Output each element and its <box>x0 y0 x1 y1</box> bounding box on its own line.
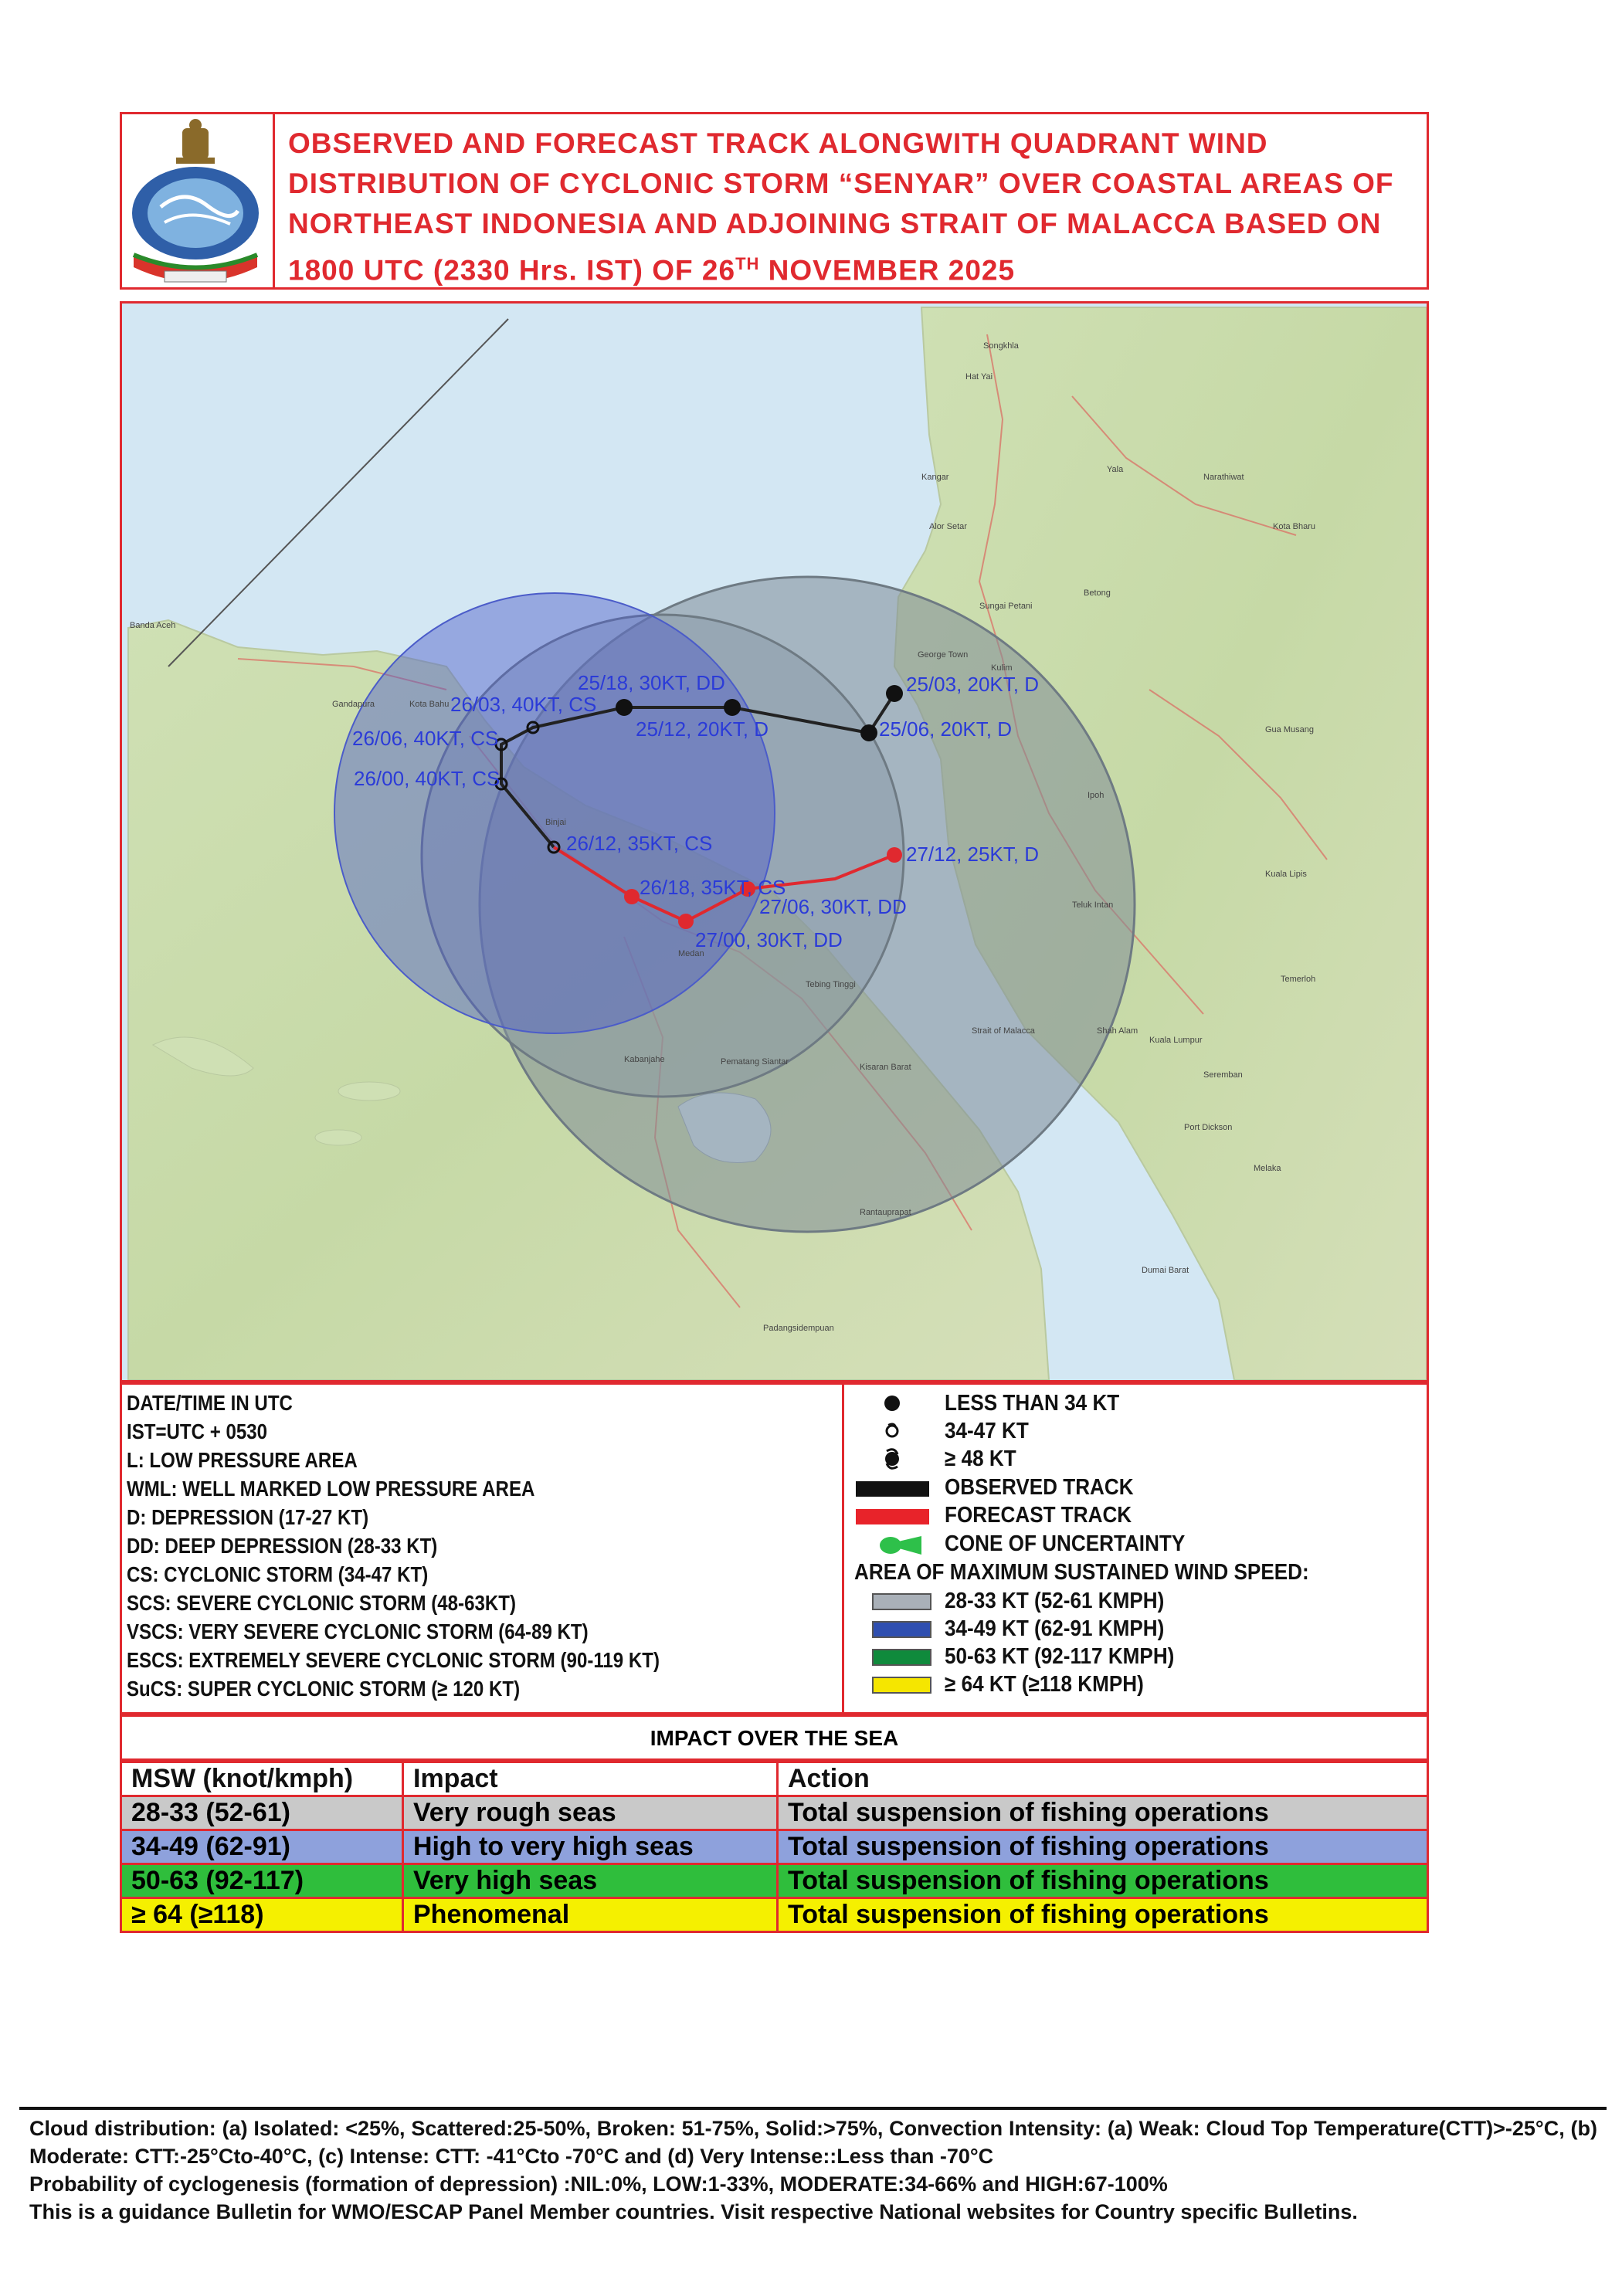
legend-symbol-label: ≥ 48 KT <box>945 1446 1016 1471</box>
place-label: Melaka <box>1254 1164 1281 1173</box>
place-label: Hat Yai <box>965 372 993 382</box>
msw-cell: 50-63 (92-117) <box>121 1864 403 1898</box>
forecast-track-swatch <box>856 1509 929 1524</box>
track-point-marker <box>886 685 903 702</box>
place-label: Yala <box>1107 465 1124 474</box>
impact-table <box>120 1761 1429 1933</box>
legend-line: WML: WELL MARKED LOW PRESSURE AREA <box>127 1477 535 1501</box>
legend-symbol-label: 34-47 KT <box>945 1419 1029 1443</box>
place-label: Songkhla <box>983 341 1019 351</box>
footer-line: Cloud distribution: (a) Isolated: <25%, Scattered:25-50%, Broken: 51-75%, Solid:>75%, Convection Intensity: (a) Weak: Cloud Top Temperature(CTT)>-25°C, (b) Moderate: CTT:-25°Cto-40°C, (c) Intense: CTT: -41°Cto -70°C and (d) Very Intense::Less than -70°C <box>29 2117 1597 2168</box>
place-label: Kabanjahe <box>624 1055 665 1064</box>
place-label: Temerloh <box>1281 975 1316 984</box>
track-point-marker <box>887 847 902 863</box>
legend-symbol-label: FORECAST TRACK <box>945 1503 1132 1528</box>
table-row <box>121 1796 1428 1830</box>
track-label: 26/06, 40KT, CS <box>352 727 499 750</box>
place-label: Gandapura <box>332 700 375 709</box>
less-than-34kt-icon <box>884 1396 900 1411</box>
table-header-cell: MSW (knot/kmph) <box>121 1762 403 1796</box>
action-cell: Total suspension of fishing operations <box>778 1830 1428 1864</box>
track-label: 26/18, 35KT, CS <box>640 876 786 899</box>
bulletin-footer <box>29 2115 1597 2226</box>
place-label: Rantauprapat <box>860 1208 911 1217</box>
legend-panel <box>120 1382 1429 1714</box>
legend-line: SCS: SEVERE CYCLONIC STORM (48-63KT) <box>127 1591 516 1615</box>
legend-line: DATE/TIME IN UTC <box>127 1391 293 1415</box>
table-row <box>121 1830 1428 1864</box>
bulletin-header <box>120 112 1429 290</box>
title-line: 1800 UTC (2330 Hrs. IST) OF 26TH NOVEMBER 2025 <box>288 254 1016 287</box>
title-line: DISTRIBUTION OF CYCLONIC STORM “SENYAR” OVER COASTAL AREAS OF <box>288 168 1394 199</box>
table-header-cell: Action <box>778 1762 1428 1796</box>
action-cell: Total suspension of fishing operations <box>778 1796 1428 1830</box>
table-header-row <box>121 1762 1428 1796</box>
wind-swatch-28-33 <box>873 1594 931 1609</box>
wind-area-label: 34-49 KT (62-91 KMPH) <box>945 1616 1165 1641</box>
place-label: Kulim <box>991 663 1013 673</box>
table-row <box>121 1898 1428 1932</box>
map-canvas <box>122 304 1427 1380</box>
place-label: Kisaran Barat <box>860 1063 911 1072</box>
place-label: Binjai <box>545 818 566 827</box>
impact-cell: Very rough seas <box>403 1796 778 1830</box>
track-point-marker <box>616 699 633 716</box>
imd-logo <box>122 114 275 287</box>
impact-cell: Phenomenal <box>403 1898 778 1932</box>
place-label: Kuala Lumpur <box>1149 1036 1203 1045</box>
place-label: Dumai Barat <box>1142 1266 1189 1275</box>
footer-divider <box>19 2107 1607 2110</box>
place-label: Gua Musang <box>1265 725 1314 734</box>
place-label: Narathiwat <box>1203 473 1244 482</box>
track-label: 27/12, 25KT, D <box>906 843 1039 866</box>
place-label: Shah Alam <box>1097 1026 1138 1036</box>
place-label: Pematang Siantar <box>721 1057 789 1067</box>
legend-line: L: LOW PRESSURE AREA <box>127 1448 358 1472</box>
action-cell: Total suspension of fishing operations <box>778 1864 1428 1898</box>
track-point-marker <box>678 914 694 929</box>
legend-symbol-label: LESS THAN 34 KT <box>945 1391 1120 1416</box>
footer-line: This is a guidance Bulletin for WMO/ESCAP Panel Member countries. Visit respective National websites for Country specific Bulletins. <box>29 2200 1358 2223</box>
place-label: Padangsidempuan <box>763 1324 834 1333</box>
track-point-marker <box>860 724 877 741</box>
msw-cell: 28-33 (52-61) <box>121 1796 403 1830</box>
track-label: 27/00, 30KT, DD <box>695 928 843 951</box>
track-label: 25/12, 20KT, D <box>636 717 769 741</box>
place-label: Kuala Lipis <box>1265 870 1307 879</box>
place-label: Tebing Tinggi <box>806 980 856 989</box>
place-label: Alor Setar <box>929 522 967 531</box>
track-label: 26/12, 35KT, CS <box>566 832 713 855</box>
legend-line: IST=UTC + 0530 <box>127 1419 268 1443</box>
track-label: 26/00, 40KT, CS <box>354 767 501 790</box>
legend-symbol-label: CONE OF UNCERTAINTY <box>945 1531 1186 1556</box>
track-label: 25/18, 30KT, DD <box>578 671 725 694</box>
place-label: Seremban <box>1203 1070 1243 1080</box>
legend-line: DD: DEEP DEPRESSION (28-33 KT) <box>127 1534 438 1558</box>
legend-line: CS: CYCLONIC STORM (34-47 KT) <box>127 1562 429 1586</box>
track-point-marker <box>624 889 640 904</box>
observed-track-swatch <box>856 1481 929 1497</box>
table-header-cell: Impact <box>403 1762 778 1796</box>
wind-zone-34kt <box>334 593 775 1033</box>
wind-swatch-50-63 <box>873 1650 931 1665</box>
wind-swatch-34-49 <box>873 1622 931 1637</box>
track-point-marker <box>724 699 741 716</box>
track-label: 26/03, 40KT, CS <box>450 693 597 716</box>
place-label: Kota Bharu <box>1273 522 1316 531</box>
footer-line: Probability of cyclogenesis (formation of depression) :NIL:0%, LOW:1-33%, MODERATE:34-66% and HIGH:67-100% <box>29 2172 1168 2196</box>
place-label: Banda Aceh <box>130 621 176 630</box>
track-label: 25/06, 20KT, D <box>879 717 1012 741</box>
place-label: Kota Bahu <box>409 700 450 709</box>
place-label: Port Dickson <box>1184 1123 1233 1132</box>
table-row <box>121 1864 1428 1898</box>
place-label: Strait of Malacca <box>972 1026 1035 1036</box>
legend-line: SuCS: SUPER CYCLONIC STORM (≥ 120 KT) <box>127 1677 521 1701</box>
legend-divider <box>842 1385 844 1712</box>
abbreviation-list <box>127 1389 947 1709</box>
wind-swatch-64 <box>873 1677 931 1693</box>
impact-title: IMPACT OVER THE SEA <box>120 1714 1429 1761</box>
imd-emblem-icon <box>122 114 269 286</box>
action-cell: Total suspension of fishing operations <box>778 1898 1428 1932</box>
area-heading: AREA OF MAXIMUM SUSTAINED WIND SPEED: <box>854 1560 1309 1585</box>
legend-symbol-label: OBSERVED TRACK <box>945 1475 1134 1500</box>
place-label: Betong <box>1084 588 1111 598</box>
place-label: Ipoh <box>1088 791 1105 800</box>
symbol-legend <box>848 1385 1427 1712</box>
impact-cell: High to very high seas <box>403 1830 778 1864</box>
bulletin-title <box>288 124 1416 290</box>
wind-area-label: 28-33 KT (52-61 KMPH) <box>945 1589 1165 1613</box>
track-map[interactable] <box>120 301 1429 1382</box>
title-line: OBSERVED AND FORECAST TRACK ALONGWITH QUADRANT WIND <box>288 127 1268 159</box>
cs-34-47kt-icon <box>887 1424 898 1436</box>
title-line: NORTHEAST INDONESIA AND ADJOINING STRAIT OF MALACCA BASED ON <box>288 208 1382 239</box>
place-label: George Town <box>918 650 969 660</box>
place-label: Sungai Petani <box>979 602 1033 611</box>
wind-area-label: ≥ 64 KT (≥118 KMPH) <box>945 1672 1144 1697</box>
wind-area-label: 50-63 KT (92-117 KMPH) <box>945 1644 1175 1669</box>
legend-line: VSCS: VERY SEVERE CYCLONIC STORM (64-89 KT) <box>127 1619 589 1643</box>
cyclone-48kt-icon <box>885 1450 899 1469</box>
legend-line: D: DEPRESSION (17-27 KT) <box>127 1505 369 1529</box>
msw-cell: ≥ 64 (≥118) <box>121 1898 403 1932</box>
msw-cell: 34-49 (62-91) <box>121 1830 403 1864</box>
place-label: Teluk Intan <box>1072 900 1114 910</box>
legend-line: ESCS: EXTREMELY SEVERE CYCLONIC STORM (90-119 KT) <box>127 1648 660 1672</box>
place-label: Kangar <box>921 473 949 482</box>
place-label: Medan <box>678 949 704 958</box>
track-label: 27/06, 30KT, DD <box>759 895 907 918</box>
impact-cell: Very high seas <box>403 1864 778 1898</box>
track-label: 25/03, 20KT, D <box>906 673 1039 696</box>
